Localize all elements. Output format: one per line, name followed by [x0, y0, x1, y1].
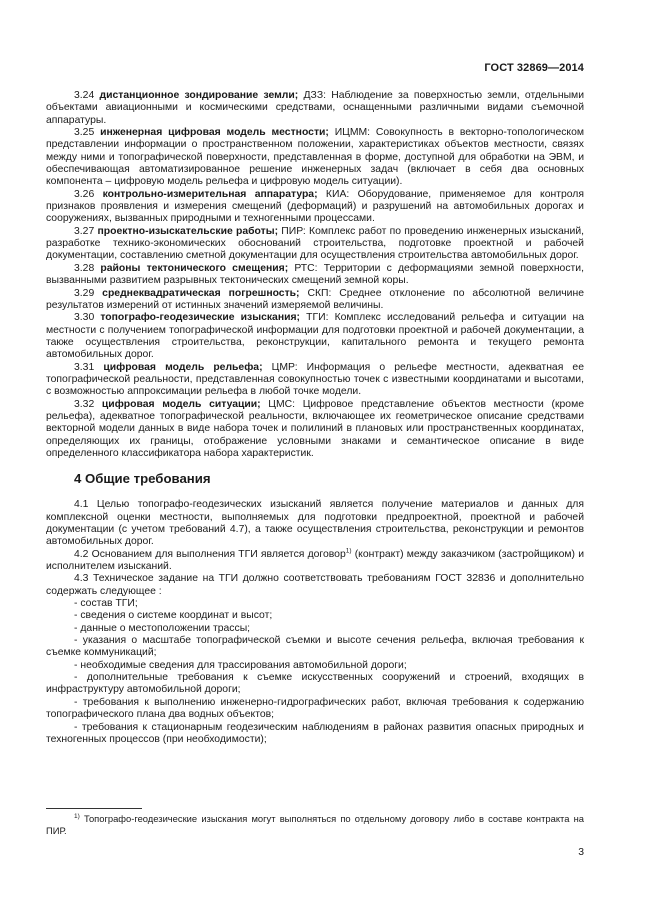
definition-term: среднеквадратическая погрешность;	[102, 287, 300, 299]
definition-number: 3.29	[74, 287, 95, 299]
definition-number: 3.26	[74, 188, 95, 200]
footnote	[46, 813, 584, 836]
list-item: - сведения о системе координат и высот;	[74, 610, 273, 622]
list-item: - данные о местоположении трассы;	[74, 622, 251, 634]
definition-term: инженерная цифровая модель местности;	[100, 127, 329, 139]
definition-3-30	[46, 312, 584, 361]
footnote-body: Топографо-геодезические изыскания могут выполняться по отдельному договору либо в составе контракта на ПИР.	[46, 813, 584, 836]
definition-number: 3.24	[74, 90, 95, 101]
definition-text: ПИР: Комплекс работ по проведению инженерных изысканий, разработке технико-экономических обоснований строительства, подготовке проектной и рабочей документации, составлению сметной документации для осуществления строительства автомобильных дорог.	[46, 225, 585, 262]
definition-text: ЦМР: Информация о рельефе местности, адекватная ее топографической реальности, представленная совокупностью точек с известными координатами и высотами, с возможностью аппроксимации рельефа в любой точке модели.	[46, 361, 584, 398]
definition-text: СКП: Среднее отклонение по абсолютной величине результатов измерений от истинных значений измеряемой величины.	[46, 287, 584, 311]
definition-text: ДЗЗ: Наблюдение за поверхностью земли, отдельными объектами авиационными и космическими средствами, оснащенными различными видами съемочной аппаратуры.	[46, 90, 584, 126]
definition-term: проектно-изыскательские работы;	[97, 225, 279, 237]
definition-3-32	[46, 399, 584, 461]
definition-term: дистанционное зондирование земли;	[99, 90, 299, 101]
definition-text: КИА: Оборудование, применяемое для контроля признаков проявления и измерения смещений (деформаций) и разрушений на автомобильных дорогах и сооружениях, вызванных природными и техногенными процессами.	[46, 188, 584, 225]
paragraph-4-2	[46, 549, 584, 574]
list-item: - требования к стационарным геодезическим наблюдениям в районах развития опасных природных и техногенных процессов (при необходимости);	[46, 721, 584, 745]
document-body	[46, 90, 584, 746]
footnote-mark: 1)	[74, 812, 80, 820]
definition-term: контрольно-измерительная аппаратура;	[102, 188, 318, 200]
definition-term: цифровая модель ситуации;	[101, 398, 261, 410]
definition-term: топографо-геодезические изыскания;	[100, 312, 301, 324]
footnote-text	[46, 813, 584, 836]
page-number: 3	[578, 847, 584, 858]
list-item: - требования к выполнению инженерно-гидрографических работ, включая требования к содержанию топографического плана два водных объектов;	[46, 696, 584, 721]
list-item: - необходимые сведения для трассирования автомобильной дороги;	[74, 659, 407, 671]
definition-3-29	[46, 288, 584, 313]
section-title: 4 Общие требования	[74, 471, 211, 487]
definition-number: 3.32	[74, 398, 95, 410]
list-item: - состав ТГИ;	[74, 598, 138, 610]
definitions-list	[46, 90, 584, 460]
definition-number: 3.25	[74, 127, 95, 139]
definition-term: районы тектонического смещения;	[100, 262, 289, 274]
definition-3-31	[46, 362, 584, 399]
definition-3-24	[46, 90, 584, 127]
requirements-list	[46, 598, 584, 746]
definition-3-28	[46, 263, 584, 288]
definition-3-25	[46, 127, 584, 189]
paragraph-4-2-text-end: (контракт) между заказчиком (застройщиком) и исполнителем изысканий.	[46, 548, 585, 573]
definition-number: 3.27	[74, 225, 95, 237]
definition-term: цифровая модель рельефа;	[103, 361, 263, 373]
footnote-ref: 1)	[345, 547, 352, 555]
definition-3-27	[46, 226, 584, 263]
definition-3-26	[46, 189, 584, 226]
list-item: - указания о масштабе топографической съемки и высоте сечения рельефа, включая требования к съемке коммуникаций;	[46, 635, 584, 659]
definition-text: ТГИ: Комплекс исследований рельефа и ситуации на местности с получением топографической информации для подготовки проектной и рабочей документации, а также осуществления строительства, реконструкции, капитального ремонта и текущего ремонта автомобильных дорог.	[46, 312, 584, 361]
paragraph-4-1: 4.1 Целью топографо-геодезических изысканий является получение материалов и данных для комплексной оценки местности, выполняемых для подготовки предпроектной, проектной и рабочей документации (с учетом требований 4.7), а также осуществления строительства, реконструкции и ремонтов автомобильных дорог.	[46, 499, 584, 548]
definition-text: РТС: Территории с деформациями земной поверхности, вызванными развитием разрывных тектонических смещений земной коры.	[46, 262, 584, 287]
definition-number: 3.30	[74, 312, 95, 324]
definition-text: ЦМС: Цифровое представление объектов местности (кроме рельефа), адекватное топографической реальности, включающее их геометрическое описание средствами векторной модели данных в виде набора точек и полилиний в плановых или пространственных координатах, определяющих их границы, отображение условными знаками и семантическое описание в виде определенного классификатора набора характеристик.	[46, 398, 584, 459]
definition-number: 3.28	[74, 262, 95, 274]
paragraph-4-2-text: 4.2 Основанием для выполнения ТГИ является договор	[74, 548, 346, 560]
paragraph-4-3: 4.3 Техническое задание на ТГИ должно соответствовать требованиям ГОСТ 32836 и дополнительно содержать следующее :	[46, 573, 584, 597]
definition-text: ИЦММ: Совокупность в векторно-топологическом представлении информации о пространственном положении, характеристиках объектов местности, связях между ними и топографической поверхности, представленная в форме, доступной для обработки на ЭВМ, и обеспечивающая автоматизированное решение инженерных задач (включает в себя два основных компонента – цифровую модель рельефа и цифровую модель ситуации).	[46, 127, 585, 188]
footnote-divider	[46, 808, 142, 809]
definition-number: 3.31	[74, 361, 95, 373]
standard-header: ГОСТ 32869—2014	[484, 62, 584, 74]
list-item: - дополнительные требования к съемке искусственных сооружений и строений, входящих в инфраструктуру автомобильной дороги;	[46, 672, 584, 696]
